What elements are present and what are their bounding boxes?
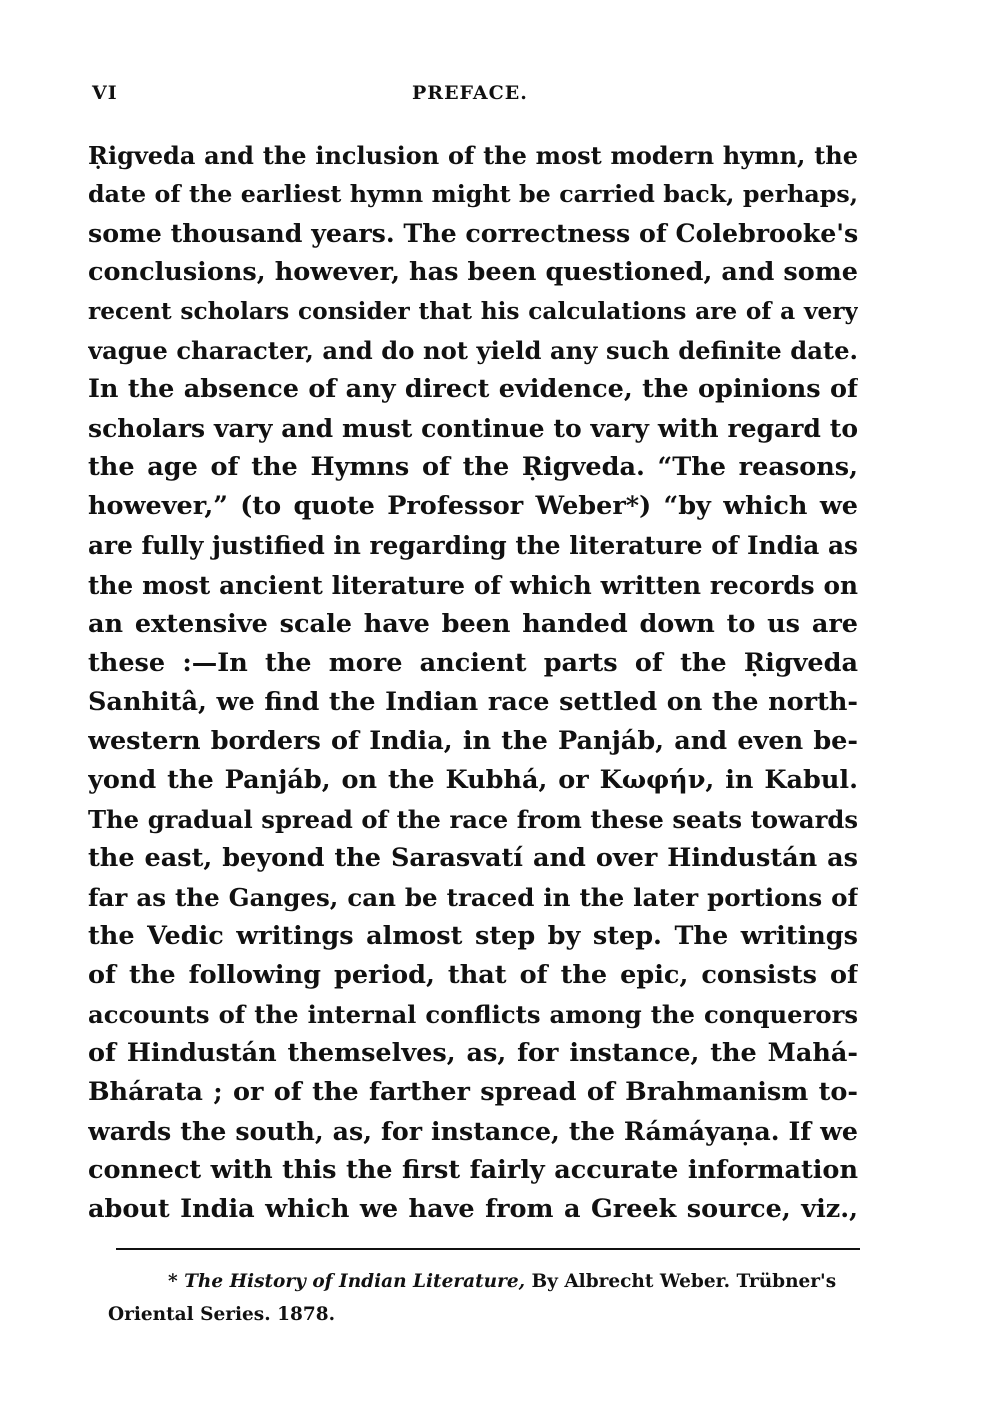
footnote-marker: *	[168, 1271, 178, 1292]
text-line: western borders of India, in the Panjáb, and even be-	[88, 725, 858, 756]
footnote-line: Oriental Series. 1878.	[108, 1304, 336, 1325]
page-number: VI	[92, 82, 118, 104]
footnote-text: By Albrecht Weber. Trübner's	[531, 1271, 837, 1292]
text-line: scholars vary and must continue to vary with regard to	[88, 414, 858, 444]
text-line: yond the Panjáb, on the Kubhá, or Κωφήν, in Kabul.	[88, 764, 858, 795]
text-line: Sanhitâ, we find the Indian race settled on the north-	[88, 686, 858, 717]
text-line: of the following period, that of the epic, consists of	[88, 959, 858, 990]
text-line: an extensive scale have been handed down to us are	[88, 608, 858, 639]
text-line: the age of the Hymns of the Ṛigveda. “The reasons,	[88, 452, 858, 483]
text-line: the east, beyond the Sarasvatí and over Hindustán as	[88, 842, 858, 873]
text-line: connect with this the first fairly accurate information	[88, 1155, 858, 1186]
footnote-book-title: The History of Indian Literature,	[184, 1271, 526, 1292]
text-line: The gradual spread of the race from these seats towards	[88, 804, 858, 834]
text-line: far as the Ganges, can be traced in the later portions of	[88, 882, 858, 912]
text-line: date of the earliest hymn might be carried back, perhaps,	[88, 180, 858, 209]
text-line: these :—In the more ancient parts of the Ṛigveda	[88, 647, 858, 678]
text-line: however,” (to quote Professor Weber*) “by which we	[88, 491, 858, 522]
text-line: accounts of the internal conflicts among the conquerors	[88, 1000, 858, 1030]
footnote	[108, 1265, 868, 1331]
text-line: Bhárata ; or of the farther spread of Brahmanism to-	[88, 1077, 858, 1108]
text-line: conclusions, however, has been questioned, and some	[88, 257, 858, 288]
body-text	[88, 136, 858, 1229]
footnote-line	[108, 1265, 868, 1298]
running-title: PREFACE.	[412, 82, 528, 104]
text-line: In the absence of any direct evidence, the opinions of	[88, 374, 858, 405]
text-line: recent scholars consider that his calculations are of a very	[88, 298, 858, 326]
text-line: Ṛigveda and the inclusion of the most modern hymn, the	[88, 141, 858, 170]
text-line: the Vedic writings almost step by step. The writings	[88, 920, 858, 951]
footnote-divider	[116, 1248, 860, 1250]
text-line: about India which we have from a Greek source, viz.,	[88, 1194, 858, 1225]
running-head	[92, 82, 862, 112]
text-line: vague character, and do not yield any such definite date.	[88, 336, 858, 366]
text-line: the most ancient literature of which written records on	[88, 570, 858, 600]
text-line: of Hindustán themselves, as, for instance, the Mahá-	[88, 1038, 858, 1069]
text-line: wards the south, as, for instance, the Rámáyaṇa. If we	[88, 1116, 858, 1147]
text-line: are fully justified in regarding the literature of India as	[88, 531, 858, 561]
text-line: some thousand years. The correctness of Colebrooke's	[88, 218, 858, 249]
